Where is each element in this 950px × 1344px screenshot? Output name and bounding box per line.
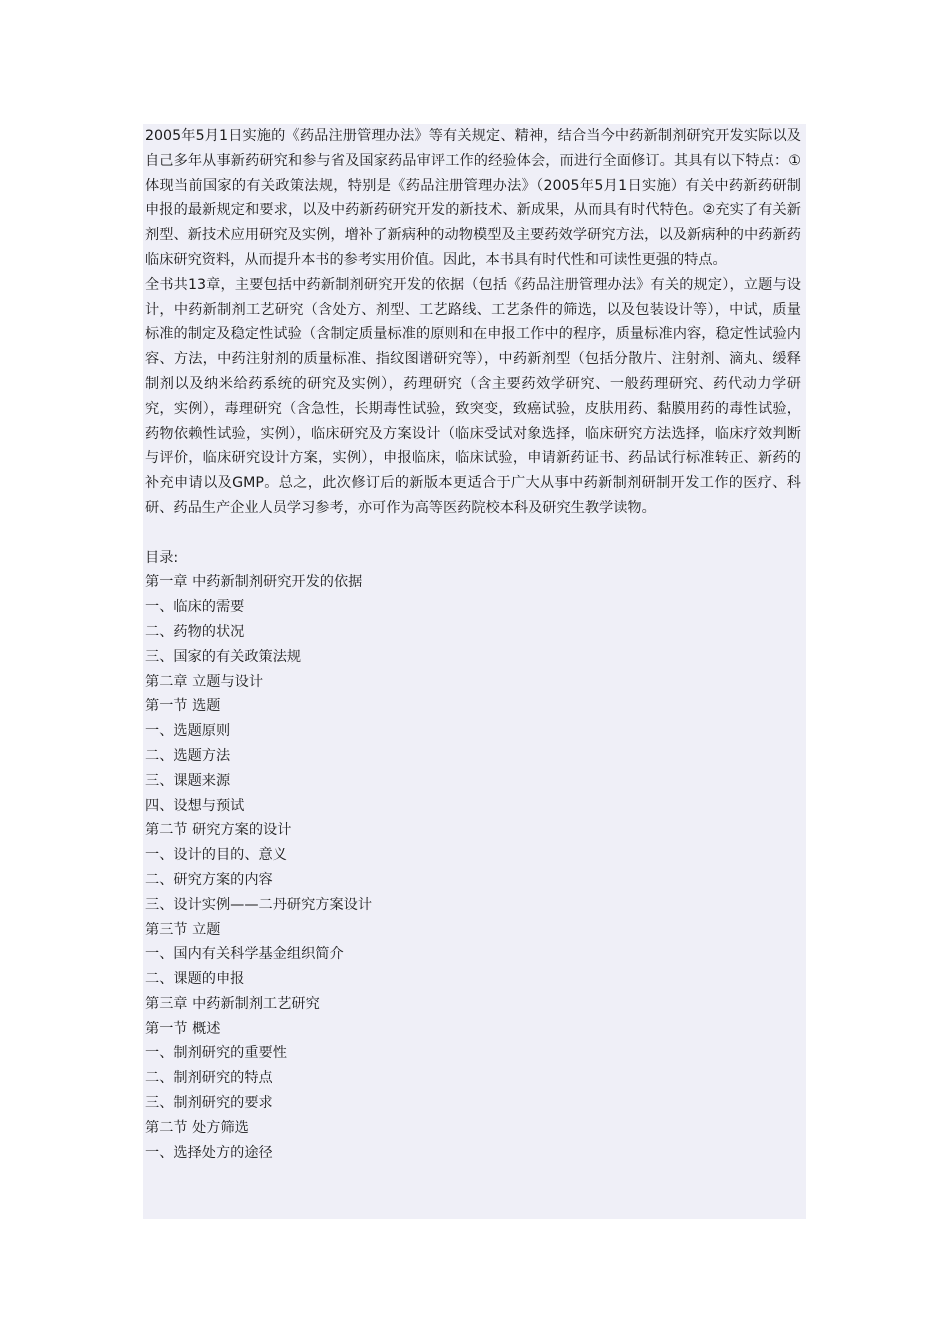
toc-item: 三、制剂研究的要求 xyxy=(145,1095,273,1112)
toc-item: 二、药物的状况 xyxy=(145,623,245,640)
toc-item: 三、课题来源 xyxy=(145,772,231,789)
toc-heading: 目录: xyxy=(145,549,179,566)
toc-item: 第一章 中药新制剂研究开发的依据 xyxy=(145,574,363,591)
toc-item: 二、研究方案的内容 xyxy=(145,871,273,888)
document-content xyxy=(145,124,801,1165)
toc-item: 第一节 概述 xyxy=(145,1020,221,1037)
toc-item: 一、制剂研究的重要性 xyxy=(145,1045,287,1062)
toc-item: 一、设计的目的、意义 xyxy=(145,847,287,864)
toc-item: 一、临床的需要 xyxy=(145,599,245,616)
blank-line xyxy=(145,521,801,546)
toc-item: 二、选题方法 xyxy=(145,747,231,764)
intro-paragraph-2: 全书共13章，主要包括中药新制剂研究开发的依据（包括《药品注册管理办法》有关的规定），立题与设计，中药新制剂工艺研究（含处方、剂型、工艺路线、工艺条件的筛选，以及包装设计等），中试，质量标准的制定及稳定性试验（含制定质量标准的原则和在申报工作中的程序，质量标准内容，稳定性试验内容、方法，中药注射剂的质量标准、指纹图谱研究等），中药新剂型（包括分散片、注射剂、滴丸、缓释制剂以及纳米给药系统的研究及实例），药理研究（含主要药效学研究、一般药理研究、药代动力学研究，实例），毒理研究（含急性，长期毒性试验，致突变，致癌试验，皮肤用药、黏膜用药的毒性试验，药物依赖性试验，实例），临床研究及方案设计（临床受试对象选择，临床研究方法选择，临床疗效判断与评价，临床研究设计方案，实例），申报临床，临床试验，申请新药证书、药品试行标准转正、新药的补充申请以及GMP。总之，此次修订后的新版本更适合于广大从事中药新制剂研制开发工作的医疗、科研、药品生产企业人员学习参考，亦可作为高等医药院校本科及研究生教学读物。 xyxy=(145,276,801,516)
toc-item: 第一节 选题 xyxy=(145,698,221,715)
toc-item: 三、国家的有关政策法规 xyxy=(145,648,302,665)
toc-item: 第三章 中药新制剂工艺研究 xyxy=(145,995,320,1012)
toc-item: 一、选择处方的途径 xyxy=(145,1144,273,1161)
toc-item: 第二节 处方筛选 xyxy=(145,1119,249,1136)
toc-item: 三、设计实例——二丹研究方案设计 xyxy=(145,896,373,913)
toc-item: 第二节 研究方案的设计 xyxy=(145,822,292,839)
toc-item: 第二章 立题与设计 xyxy=(145,673,264,690)
toc-item: 四、设想与预试 xyxy=(145,797,245,814)
toc-item: 一、选题原则 xyxy=(145,723,231,740)
intro-paragraph-1: 2005年5月1日实施的《药品注册管理办法》等有关规定、精神，结合当今中药新制剂研究开发实际以及自己多年从事新药研究和参与省及国家药品审评工作的经验体会，而进行全面修订。其具有以下特点：①体现当前国家的有关政策法规，特别是《药品注册管理办法》（2005年5月1日实施）有关中药新药研制申报的最新规定和要求，以及中药新药研究开发的新技术、新成果，从而具有时代特色。②充实了有关新剂型、新技术应用研究及实例，增补了新病种的动物模型及主要药效学研究方法，以及新病种的中药新药临床研究资料，从而提升本书的参考实用价值。因此，本书具有时代性和可读性更强的特点。 xyxy=(145,128,801,268)
toc-item: 二、课题的申报 xyxy=(145,971,245,988)
toc-item: 一、国内有关科学基金组织简介 xyxy=(145,946,344,963)
toc-item: 第三节 立题 xyxy=(145,921,221,938)
toc-list xyxy=(145,570,801,1165)
toc-item: 二、制剂研究的特点 xyxy=(145,1070,273,1087)
